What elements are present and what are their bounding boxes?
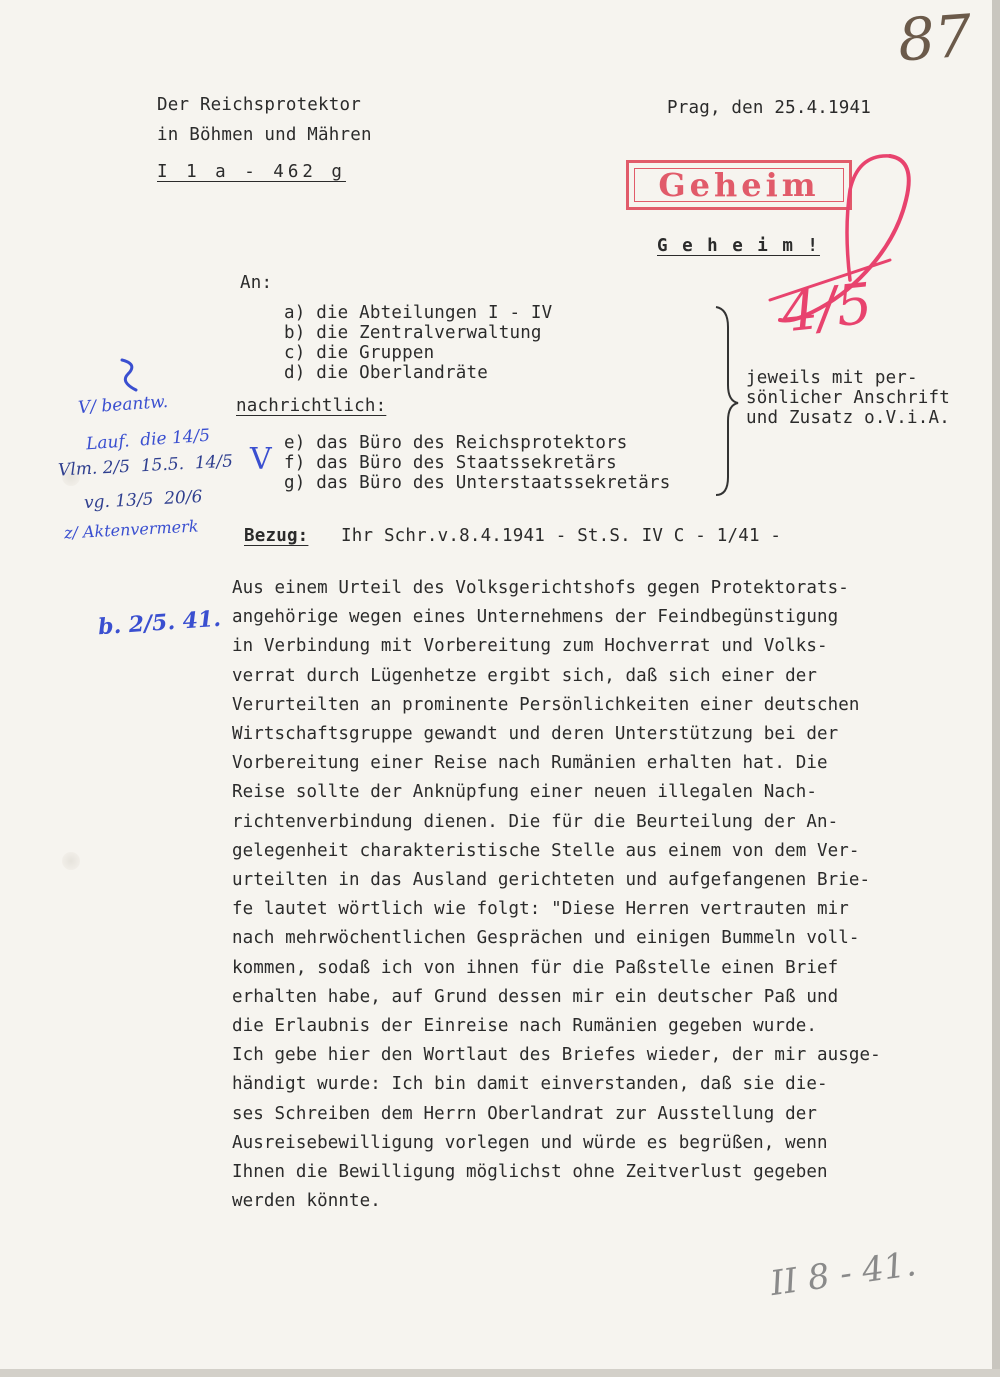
brace-note-3: und Zusatz o.V.i.A. (746, 408, 950, 428)
sender-line-1: Der Reichsprotektor (157, 95, 361, 115)
page-edge-shadow (992, 0, 1000, 1377)
red-initials: 4/5 (778, 271, 876, 346)
blue-note-line-2: Lauf. die 14/5 (85, 425, 211, 455)
addressee-brace (712, 305, 742, 497)
blue-note-top: V/ beantw. (77, 391, 169, 419)
addressee-c: c) die Gruppen (284, 343, 435, 363)
body-line: erhalten habe, auf Grund dessen mir ein deutscher Paß und (232, 986, 839, 1007)
brace-note-2: sönlicher Anschrift (746, 388, 950, 408)
blue-tick-mark: V (250, 442, 272, 477)
body-line: werden könnte. (232, 1191, 381, 1212)
body-line: verrat durch Lügenhetze ergibt sich, daß sich einer der (232, 665, 817, 686)
pencil-note-bottom: II 8 - 41. (767, 1244, 919, 1304)
blue-note-line-4: vg. 13/5 20/6 (83, 486, 203, 514)
body-line: in Verbindung mit Vorbereitung zum Hochverrat und Volks- (232, 636, 828, 657)
body-line: Vorbereitung einer Reise nach Rumänien erhalten hat. Die (232, 753, 828, 774)
body-line: nach mehrwöchentlichen Gesprächen und einigen Bummeln voll- (232, 928, 860, 949)
blue-squiggle-mark (118, 356, 148, 396)
blue-note-bottom: b. 2/5. 41. (97, 605, 222, 641)
addressee-d: d) die Oberlandräte (284, 363, 488, 383)
addressee-heading: An: (240, 273, 273, 293)
body-line: richtenverbindung dienen. Die für die Beurteilung der An- (232, 811, 839, 832)
file-reference: I 1 a - 462 g (157, 162, 346, 182)
cc-item-f: f) das Büro des Staatssekretärs (284, 453, 617, 473)
sender-line-2: in Böhmen und Mähren (157, 125, 372, 145)
body-line: Aus einem Urteil des Volksgerichtshofs gegen Protektorats- (232, 578, 849, 598)
body-line: fe lautet wörtlich wie folgt: "Diese Herren vertrauten mir (232, 899, 849, 920)
reference-label: Bezug: (244, 526, 309, 546)
body-line: gelegenheit charakteristische Stelle aus einem von dem Ver- (232, 840, 860, 861)
letter-body (232, 574, 962, 1216)
body-line: angehörige wegen eines Unternehmens der Feindbegünstigung (232, 607, 839, 628)
punch-hole-lower (62, 852, 80, 870)
body-line: Ihnen die Bewilligung möglichst ohne Zeitverlust gegeben (232, 1162, 828, 1183)
body-line: ses Schreiben dem Herrn Oberlandrat zur Ausstellung der (232, 1103, 817, 1124)
reference-text: Ihr Schr.v.8.4.1941 - St.S. IV C - 1/41 - (341, 526, 782, 546)
blue-note-line-5: z/ Aktenvermerk (63, 516, 199, 543)
addressee-b: b) die Zentralverwaltung (284, 323, 542, 343)
folio-number: 87 (895, 1, 975, 75)
addressee-a: a) die Abteilungen I - IV (284, 303, 553, 323)
blue-note-line-3: Vlm. 2/5 15.5. 14/5 (57, 451, 234, 481)
body-line: Wirtschaftsgruppe gewandt und deren Unterstützung bei der (232, 724, 839, 745)
classification-mark: G e h e i m ! (657, 236, 820, 256)
place-date: Prag, den 25.4.1941 (667, 98, 871, 118)
stamp-text: Geheim (658, 166, 820, 204)
cc-item-e: e) das Büro des Reichsprotektors (284, 433, 628, 453)
body-line: Verurteilten an prominente Persönlichkeiten einer deutschen (232, 694, 860, 715)
body-line: Reise sollte der Anknüpfung einer neuen illegalen Nach- (232, 782, 817, 803)
page-bottom-shadow (0, 1369, 1000, 1377)
cc-item-g: g) das Büro des Unterstaatssekretärs (284, 473, 671, 493)
body-line: kommen, sodaß ich von ihnen für die Paßstelle einen Brief (232, 957, 839, 978)
body-line: urteilten in das Ausland gerichteten und aufgefangenen Brie- (232, 870, 871, 891)
body-line: die Erlaubnis der Einreise nach Rumänien gegeben wurde. (232, 1016, 817, 1037)
red-pencil-mark (740, 150, 940, 380)
body-line: Ausreisebewilligung vorlegen und würde es begrüßen, wenn (232, 1132, 828, 1153)
brace-note-1: jeweils mit per- (746, 368, 918, 388)
cc-heading: nachrichtlich: (236, 396, 387, 416)
body-line: Ich gebe hier den Wortlaut des Briefes wieder, der mir ausge- (232, 1045, 881, 1066)
body-line: händigt wurde: Ich bin damit einverstanden, daß sie die- (232, 1074, 828, 1095)
